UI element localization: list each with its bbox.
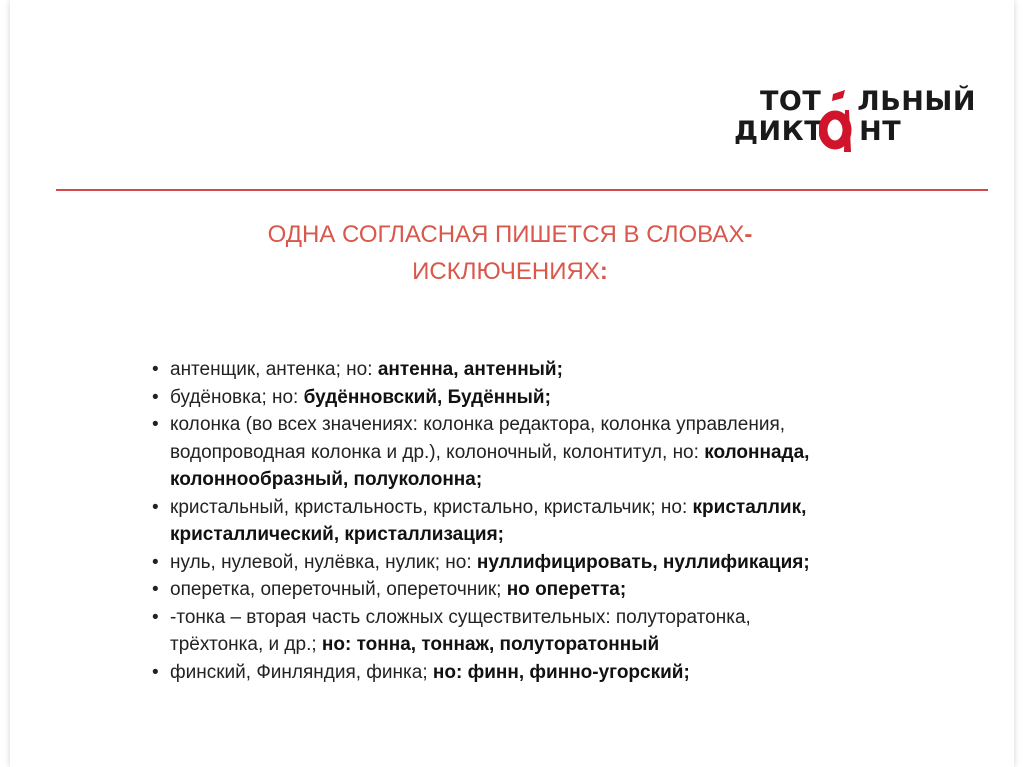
logo-line-1 (760, 88, 976, 115)
total-dictation-logo (732, 84, 994, 156)
list-item: • колонка (во всех значениях: колонка редактора, колонка управления, водопроводная колонка и др.), колоночный, колонтитул, но: колоннада, колоннообразный, полуколонна; (152, 411, 842, 494)
logo-line-2 (734, 118, 901, 145)
logo-accent-a-icon (819, 90, 857, 156)
logo-text-lny: ЛЬНЫЙ (857, 86, 976, 117)
logo-text-nt: НТ (859, 116, 902, 147)
header-divider (56, 189, 988, 191)
list-item: • нуль, нулевой, нулёвка, нулик; но: нуллифицировать, нуллификация; (152, 549, 842, 577)
list-item: • антенщик, антенка; но: антенна, антенный; (152, 356, 842, 384)
list-item: • оперетка, опереточный, опереточник; но оперетта; (152, 576, 842, 604)
page-title (110, 216, 910, 290)
list-item: • кристальный, кристальность, кристально, кристальчик; но: кристаллик, кристаллический, кристаллизация; (152, 494, 842, 549)
list-item: • -тонка – вторая часть сложных существительных: полуторатонка, трёхтонка, и др.; но: тонна, тоннаж, полуторатонный (152, 604, 842, 659)
exceptions-list (152, 356, 842, 686)
list-item: • будёновка; но: будённовский, Будённый; (152, 384, 842, 412)
logo-text-tot: ТОТ (760, 86, 822, 117)
title-line-2: ИСКЛЮЧЕНИЯХ: (412, 258, 608, 285)
title-line-1: ОДНА СОГЛАСНАЯ ПИШЕТСЯ В СЛОВАХ- (267, 221, 753, 248)
logo-text-dikt: ДИКТ (734, 116, 824, 147)
list-item: • финский, Финляндия, финка; но: финн, финно-угорский; (152, 659, 842, 687)
slide (10, 0, 1014, 767)
